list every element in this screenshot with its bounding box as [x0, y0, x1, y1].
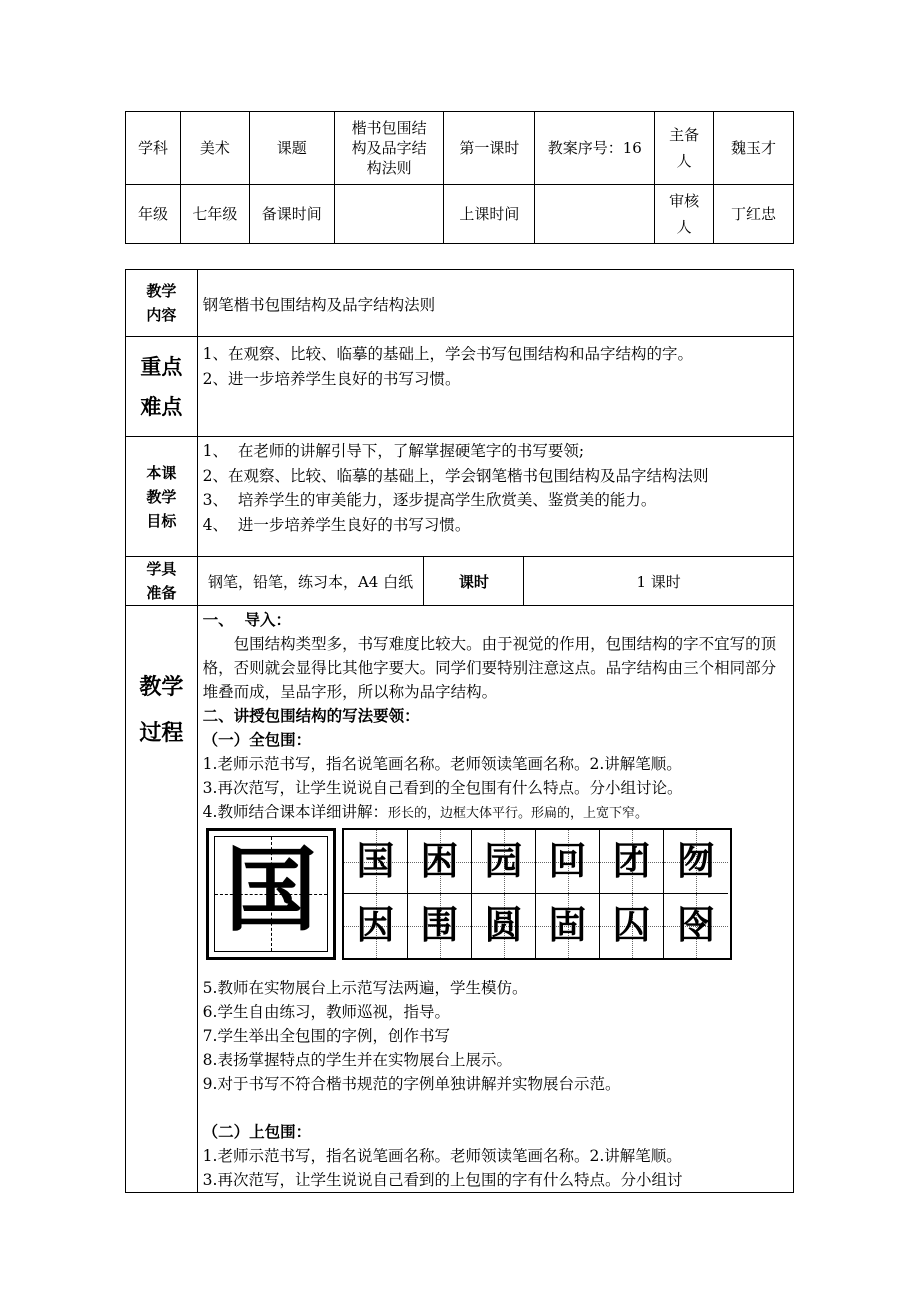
- step-item: 3.再次范写，让学生说说自己看到的上包围的字有什么特点。分小组讨: [202, 1171, 683, 1189]
- label-line: 过程: [139, 720, 184, 746]
- objective-item: 2、在观察、比较、临摹的基础上，学会钢笔楷书包围结构及品字结构法则: [202, 466, 709, 485]
- preparer-label-line: 人: [676, 152, 692, 170]
- step4-main: 4.教师结合课本详细讲解：: [202, 803, 388, 821]
- reviewer-label-line: 人: [676, 218, 692, 236]
- grid-character: 回: [548, 838, 587, 883]
- step-item: 5.教师在实物展台上示范写法两遍，学生模仿。: [202, 979, 528, 997]
- grid-character: 圆: [484, 902, 523, 947]
- topic-value: [334, 112, 444, 185]
- intro-heading: 一、 导入：: [202, 610, 291, 629]
- hours-value: 1 课时: [524, 557, 794, 606]
- full-enclosure-heading: （一）全包围：: [202, 730, 312, 749]
- materials-text: 钢笔，铅笔，练习本，A4 白纸: [197, 557, 424, 606]
- step-item: 8.表扬掌握特点的学生并在实物展台上展示。: [202, 1051, 512, 1069]
- label-line: 难点: [140, 393, 183, 419]
- key-points-label: [126, 337, 198, 437]
- step-item: 9.对于书写不符合楷书规范的字例单独讲解并实物展台示范。: [202, 1075, 621, 1093]
- objectives-label: [126, 437, 198, 557]
- class-time-label: 上课时间: [444, 185, 535, 244]
- topic-line: 楷书包围结: [351, 119, 427, 137]
- label-line: 目标: [146, 511, 177, 530]
- reviewer-value: 丁红忠: [714, 185, 794, 244]
- objectives-text: [197, 437, 793, 557]
- grid-cell: [472, 830, 536, 894]
- topic-line: 构及品字结: [351, 139, 427, 157]
- big-character-cell: [206, 828, 336, 960]
- step4-note: 形长的，边框大体平行。形扁的，上宽下窄。: [387, 806, 648, 821]
- lesson-plan-table: [125, 269, 794, 1193]
- grid-character: 围: [420, 902, 459, 947]
- label-line: 学具: [146, 560, 177, 578]
- process-label: [126, 606, 198, 1193]
- copybook-figure: [206, 828, 732, 963]
- materials-label: [126, 557, 198, 606]
- key-point-item: 1、在观察、比较、临摹的基础上，学会书写包围结构和品字结构的字。: [202, 345, 694, 363]
- big-character: 国: [224, 836, 317, 944]
- step-item: 6.学生自由练习，教师巡视，指导。: [202, 1003, 450, 1021]
- grid-character: 因: [356, 902, 395, 947]
- header-table: [125, 111, 794, 244]
- grid-cell: [664, 830, 728, 894]
- label-line: 教学: [139, 674, 184, 700]
- grid-cell: [600, 830, 664, 894]
- label-line: 内容: [146, 306, 177, 324]
- objective-item: 4、 进一步培养学生良好的书写习惯。: [202, 515, 471, 534]
- step-item: 1.老师示范书写，指名说笔画名称。老师领读笔画名称。2.讲解笔顺。: [202, 1147, 682, 1165]
- content-label: [126, 270, 198, 337]
- grid-cell: [536, 894, 600, 958]
- step-item: [203, 800, 788, 826]
- reviewer-label-line: 审核: [669, 192, 700, 210]
- grade-value: 七年级: [180, 185, 249, 244]
- prep-time-value: [334, 185, 444, 244]
- preparer-label: [655, 112, 714, 185]
- grid-character: 国: [356, 838, 395, 883]
- label-line: 准备: [146, 584, 177, 602]
- grid-character: 园: [484, 838, 523, 883]
- subject-label: 学科: [126, 112, 181, 185]
- reviewer-label: [655, 185, 714, 244]
- grade-label: 年级: [126, 185, 181, 244]
- grid-character: 囚: [612, 902, 651, 947]
- top-enclosure-heading: （二）上包围：: [202, 1122, 312, 1141]
- grid-cell: [664, 894, 728, 958]
- grid-character: 固: [548, 902, 587, 947]
- label-line: 教学: [146, 487, 177, 506]
- grid-cell: [344, 830, 408, 894]
- step-item: 7.学生举出全包围的字例，创作书写: [202, 1027, 450, 1045]
- label-line: 重点: [140, 353, 183, 379]
- blank-line: [203, 1096, 788, 1120]
- grid-cell: [408, 830, 472, 894]
- topic-label: 课题: [249, 112, 334, 185]
- section2-heading: 二、讲授包围结构的写法要领：: [202, 706, 420, 725]
- key-point-item: 2、进一步培养学生良好的书写习惯。: [202, 369, 461, 388]
- label-line: 教学: [146, 282, 177, 300]
- preparer-label-line: 主备: [669, 126, 700, 144]
- grid-character: 团: [612, 838, 651, 883]
- grid-cell: [536, 830, 600, 894]
- plan-number: 教案序号：16: [535, 112, 655, 185]
- preparer-value: 魏玉才: [714, 112, 794, 185]
- label-line: 本课: [146, 463, 177, 482]
- grid-cell: [600, 894, 664, 958]
- content-text: 钢笔楷书包围结构及品字结构法则: [197, 270, 793, 337]
- objective-item: 3、 培养学生的审美能力，逐步提高学生欣赏美、鉴赏美的能力。: [202, 491, 657, 509]
- grid-cell: [344, 894, 408, 958]
- step-item: 1.老师示范书写，指名说笔画名称。老师领读笔画名称。2.讲解笔顺。: [202, 755, 682, 773]
- class-time-value: [535, 185, 655, 244]
- grid-character: 困: [420, 838, 459, 883]
- prep-time-label: 备课时间: [249, 185, 334, 244]
- topic-line: 构法则: [366, 159, 412, 177]
- character-grid: [342, 828, 732, 960]
- grid-cell: [472, 894, 536, 958]
- intro-paragraph: 包围结构类型多，书写难度比较大。由于视觉的作用，包围结构的字不宜写的顶格，否则就会显得比其他字要大。同学们要特别注意这点。品字结构由三个相同部分堆叠而成，呈品字形，所以称为品字结构。: [202, 635, 777, 701]
- period-value: 第一课时: [444, 112, 535, 185]
- grid-cell: [408, 894, 472, 958]
- grid-character: 囹: [676, 902, 715, 947]
- hours-label: 课时: [424, 557, 524, 606]
- subject-value: 美术: [180, 112, 249, 185]
- step-item: 3.再次范写，让学生说说自己看到的全包围有什么特点。分小组讨论。: [202, 779, 683, 797]
- grid-character: 囫: [676, 838, 715, 883]
- key-points-text: [197, 337, 793, 437]
- objective-item: 1、 在老师的讲解引导下，了解掌握硬笔字的书写要领;: [202, 442, 585, 460]
